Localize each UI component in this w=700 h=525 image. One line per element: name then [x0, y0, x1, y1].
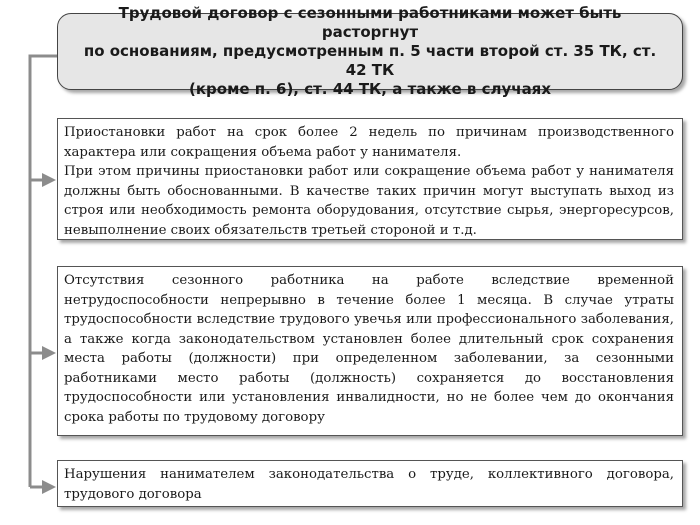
arrow-right-icon: [42, 480, 56, 494]
header-box: [57, 4, 683, 98]
ground-text: При этом причины приостановки работ или сокращение объема работ у нанимателя должны быть обоснованными. В качестве таких причин могут выступать выход из строя или необходимость ремонта оборудования, отсутствие сырья, энергоресурсов, невыполнение своих обязательств третьей стороной и т.д.: [64, 164, 674, 238]
header-line: по основаниям, предусмотренным п. 5 части второй ст. 35 ТК, ст. 42 ТК: [83, 42, 657, 79]
header-line: (кроме п. 6), ст. 44 ТК, а также в случаях: [188, 80, 551, 98]
ground-box-disability: [57, 266, 683, 436]
trunk-line: [30, 56, 57, 487]
ground-box-violation: [57, 460, 683, 507]
ground-text: Нарушения нанимателем законодательства о труде, коллективного договора, трудового договора: [64, 467, 674, 502]
header-title: [72, 4, 668, 99]
header-line: Трудовой договор с сезонными работниками может быть расторгнут: [118, 4, 622, 41]
ground-text: Отсутствия сезонного работника на работе вследствие временной нетрудоспособности непрерывно в течение более 1 месяца. В случае утраты трудоспособности вследствие трудового увечья или профессионального заболевания, а также когда законодательством установлен более длительный срок сохранения места работы (должности) при определенном заболевании, за сезонными работниками место работы (должность) сохраняется до восстановления трудоспособности или установления инвалидности, но не более чем до окончания срока работы по трудовому договору: [64, 273, 674, 425]
arrow-right-icon: [42, 173, 56, 187]
ground-text: Приостановки работ на срок более 2 недель по причинам производственного характера или сокращения объема работ у нанимателя.: [64, 125, 674, 160]
arrow-right-icon: [42, 346, 56, 360]
ground-box-suspension: [57, 118, 683, 240]
